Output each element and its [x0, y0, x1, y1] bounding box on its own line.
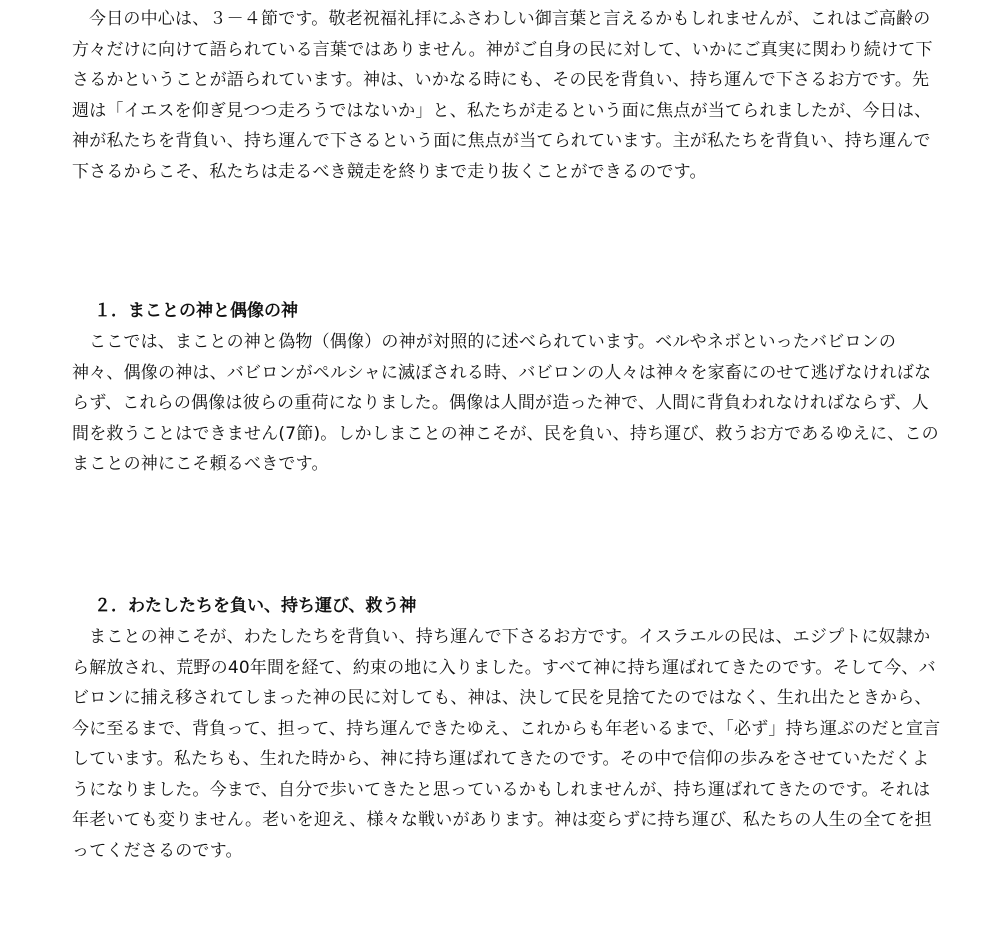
section-2-paragraph: まことの神こそが、わたしたちを背負い、持ち運んで下さるお方です。イスラエルの民は、エジプトに奴隷から解放され、荒野の40年間を経て、約束の地に入りました。すべて神に持ち運ばれてきたのです。そして今、バビロンに捕え移されてしまった神の民に対しても、神は、決して民を見捨てたのではなく、生れ出たときから、今に至るまで、背負って、担って、持ち運んできたゆえ、これからも年老いるまで、「必ず」持ち運ぶのだと宣言しています。私たちも、生れた時から、神に持ち運ばれてきたのです。その中で信仰の歩みをさせていただくようになりました。今まで、自分で歩いてきたと思っているかもしれませんが、持ち運ばれてきたのです。それは年老いても変りません。老いを迎え、様々な戦いがあります。神は変らずに持ち運び、私たちの人生の全てを担ってくださるのです。: [72, 627, 941, 861]
section-1-heading: １．まことの神と偶像の神: [94, 301, 298, 321]
section-2-heading: ２．わたしたちを負い、持ち運び、救う神: [94, 596, 417, 616]
section-1-paragraph: ここでは、まことの神と偽物（偶像）の神が対照的に述べられています。ベルやネボといったバビロンの神々、偶像の神は、バビロンがペルシャに滅ぼされる時、バビロンの人々は神々を家畜にのせて逃げなければならず、これらの偶像は彼らの重荷になりました。偶像は人間が造った神で、人間に背負われなければならず、人間を救うことはできません(7節)。しかしまことの神こそが、民を負い、持ち運び、救うお方であるゆえに、このまことの神にこそ頼るべきです。: [72, 332, 939, 474]
intro-paragraph: 今日の中心は、３－４節です。敬老祝福礼拝にふさわしい御言葉と言えるかもしれませんが、これはご高齢の方々だけに向けて語られている言葉ではありません。神がご自身の民に対して、いかにご真実に関わり続けて下さるかということが語られています。神は、いかなる時にも、その民を背負い、持ち運んで下さるお方です。先週は「イエスを仰ぎ見つつ走ろうではないか」と、私たちが走るという面に焦点が当てられましたが、今日は、神が私たちを背負い、持ち運んで下さるという面に焦点が当てられています。主が私たちを背負い、持ち運んで下さるからこそ、私たちは走るべき競走を終りまで走り抜くことができるのです。: [72, 9, 933, 182]
